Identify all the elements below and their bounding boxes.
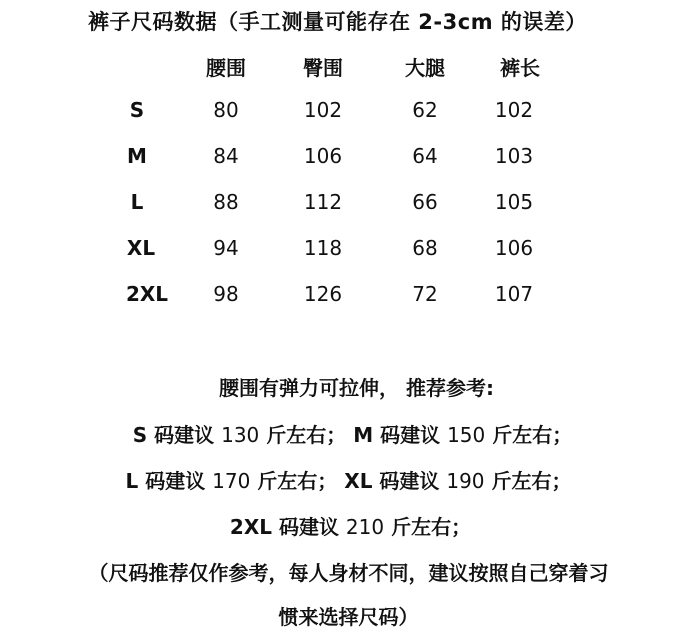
table-cell: 102 [303,98,343,122]
header-thigh: 大腿 [405,56,445,80]
disclaimer-line-1: （尺码推荐仅作参考，每人身材不同，建议按照自己穿着习 [88,561,609,585]
elastic-note: 腰围有弹力可拉伸， 推荐参考: [219,376,494,400]
header-waist: 腰围 [206,56,246,80]
table-cell: 126 [303,282,343,306]
header-hip: 臀围 [303,56,343,80]
table-cell: 105 [494,190,534,214]
table-cell: 106 [303,144,343,168]
recommendation-line-2: L 码建议 170 斤左右； XL 码建议 190 斤左右； [125,469,572,493]
table-cell: 88 [213,190,239,214]
table-cell: 68 [412,236,438,260]
table-cell: 118 [303,236,343,260]
size-label: M [127,144,147,168]
page-title: 裤子尺码数据（手工测量可能存在 2-3cm 的误差） [88,10,587,34]
table-cell: 80 [213,98,239,122]
table-cell: 103 [494,144,534,168]
table-cell: 102 [494,98,534,122]
table-cell: 64 [412,144,438,168]
table-cell: 112 [303,190,343,214]
size-label: S [129,98,145,122]
table-cell: 94 [213,236,239,260]
table-cell: 66 [412,190,438,214]
recommendation-line-1: S 码建议 130 斤左右； M 码建议 150 斤左右； [132,423,573,447]
size-label: 2XL [125,282,169,306]
size-label: XL [126,236,156,260]
header-length: 裤长 [500,56,540,80]
table-cell: 98 [213,282,239,306]
table-cell: 62 [412,98,438,122]
table-cell: 72 [412,282,438,306]
size-label: L [130,190,144,214]
disclaimer-line-2: 惯来选择尺码） [278,605,419,629]
table-cell: 84 [213,144,239,168]
table-cell: 107 [494,282,534,306]
recommendation-line-3: 2XL 码建议 210 斤左右； [229,515,472,539]
table-cell: 106 [494,236,534,260]
